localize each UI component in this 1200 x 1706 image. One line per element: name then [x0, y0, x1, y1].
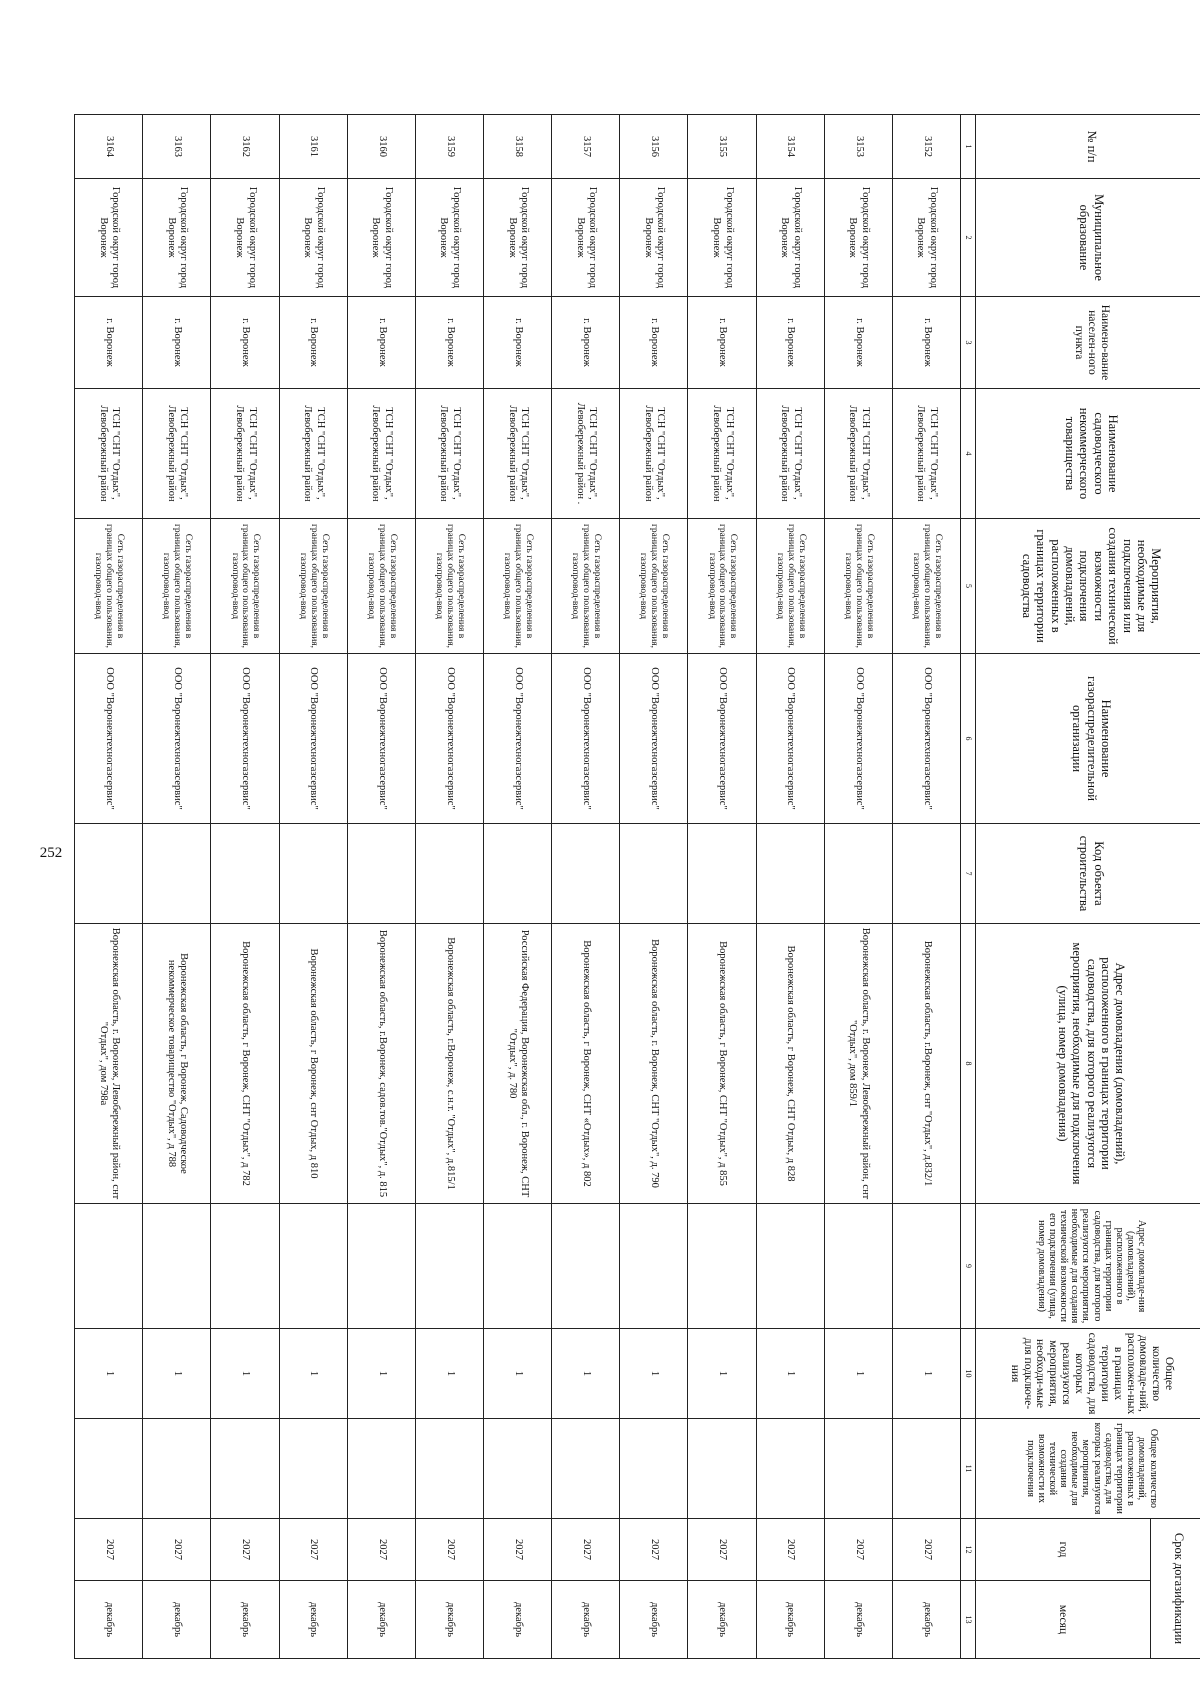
cell-object-code	[892, 824, 960, 924]
cell-address-tech	[552, 1204, 620, 1329]
cell-month: декабрь	[756, 1581, 824, 1659]
cell-snt-name: ТСН "СНТ "Отдых", Левобережный район	[279, 389, 347, 519]
cell-row-num: 3156	[620, 115, 688, 179]
cell-address-tech	[415, 1204, 483, 1329]
cell-municipality: Городской округ город Воронеж	[756, 179, 824, 297]
cell-municipality: Городской округ город Воронеж	[347, 179, 415, 297]
cell-row-num: 3161	[279, 115, 347, 179]
cell-municipality: Городской округ город Воронеж	[892, 179, 960, 297]
cell-settlement: г. Воронеж	[415, 297, 483, 389]
rotated-table-container	[74, 114, 1200, 1658]
cell-gas-org: ООО "Воронежтехногазсервис"	[75, 654, 143, 824]
cell-gas-org: ООО "Воронежтехногазсервис"	[143, 654, 211, 824]
cell-gas-org: ООО "Воронежтехногазсервис"	[824, 654, 892, 824]
table-row	[347, 115, 415, 1659]
header-count: Общее количество домовладе-ний, расположен-ных в границах территории садоводства, для которых реализуются мероприятия, необходи-мые для подключе-ния	[976, 1329, 1200, 1419]
cell-month: декабрь	[211, 1581, 279, 1659]
cell-count-tech	[211, 1419, 279, 1519]
cell-measures: Сеть газораспределения в границах общего пользования, газопровод-ввод	[75, 519, 143, 654]
cell-year: 2027	[75, 1519, 143, 1581]
cell-row-num: 3160	[347, 115, 415, 179]
cell-measures: Сеть газораспределения в границах общего пользования, газопровод-ввод	[620, 519, 688, 654]
cell-address: Воронежская область, г.Воронеж, снт "Отдых", д.832/1	[892, 924, 960, 1204]
cell-row-num: 3163	[143, 115, 211, 179]
cell-row-num: 3159	[415, 115, 483, 179]
header-gas-org: Наименование газораспределительной организации	[976, 654, 1200, 824]
cell-settlement: г. Воронеж	[892, 297, 960, 389]
cell-snt-name: ТСН "СНТ "Отдых", Левобережный район	[415, 389, 483, 519]
cell-count-tech	[892, 1419, 960, 1519]
cell-address: Воронежская область, г.Воронеж, садов.тов."Отдых", д. 815	[347, 924, 415, 1204]
cell-count: 1	[552, 1329, 620, 1419]
table-body	[75, 115, 961, 1659]
cell-settlement: г. Воронеж	[143, 297, 211, 389]
cell-measures: Сеть газораспределения в границах общего пользования, газопровод-ввод	[279, 519, 347, 654]
cell-object-code	[415, 824, 483, 924]
cell-address: Воронежская область, г Воронеж, СНТ «Отдых», д 802	[552, 924, 620, 1204]
header-term: Срок догазификации	[1151, 1519, 1200, 1659]
table-row	[75, 115, 143, 1659]
cell-count-tech	[75, 1419, 143, 1519]
cell-snt-name: ТСН "СНТ "Отдых", Левобережный район	[824, 389, 892, 519]
cell-municipality: Городской округ город Воронеж	[279, 179, 347, 297]
cell-settlement: г. Воронеж	[756, 297, 824, 389]
header-row	[1151, 115, 1200, 1659]
gasification-table	[74, 114, 1200, 1659]
cell-object-code	[143, 824, 211, 924]
cell-municipality: Городской округ город Воронеж	[143, 179, 211, 297]
cell-year: 2027	[688, 1519, 756, 1581]
cell-address: Воронежская область, г Воронеж, СНТ "Отдых", д 855	[688, 924, 756, 1204]
cell-measures: Сеть газораспределения в границах общего пользования, газопровод-ввод	[892, 519, 960, 654]
cell-row-num: 3153	[824, 115, 892, 179]
cell-count-tech	[688, 1419, 756, 1519]
column-number: 7	[961, 824, 976, 924]
cell-measures: Сеть газораспределения в границах общего пользования, газопровод-ввод	[347, 519, 415, 654]
header-municipality: Муниципальное образование	[976, 179, 1200, 297]
cell-municipality: Городской округ город Воронеж	[484, 179, 552, 297]
cell-address-tech	[688, 1204, 756, 1329]
header-month: месяц	[976, 1581, 1151, 1659]
cell-count-tech	[279, 1419, 347, 1519]
table-row	[552, 115, 620, 1659]
cell-snt-name: ТСН "СНТ "Отдых", Левобережный район	[75, 389, 143, 519]
cell-object-code	[75, 824, 143, 924]
column-number: 12	[961, 1519, 976, 1581]
column-number: 10	[961, 1329, 976, 1419]
cell-snt-name: ТСН "СНТ "Отдых", Левобережный район .	[552, 389, 620, 519]
column-number-row	[961, 115, 976, 1659]
cell-month: декабрь	[415, 1581, 483, 1659]
column-number: 4	[961, 389, 976, 519]
cell-row-num: 3164	[75, 115, 143, 179]
cell-count-tech	[143, 1419, 211, 1519]
cell-gas-org: ООО "Воронежтехногазсервис"	[756, 654, 824, 824]
cell-count-tech	[756, 1419, 824, 1519]
cell-settlement: г. Воронеж	[347, 297, 415, 389]
cell-address: Воронежская область, г Воронеж, СНТ "Отдых", д 782	[211, 924, 279, 1204]
cell-row-num: 3152	[892, 115, 960, 179]
cell-snt-name: ТСН "СНТ "Отдых", Левобережный район	[688, 389, 756, 519]
column-number: 2	[961, 179, 976, 297]
cell-measures: Сеть газораспределения в границах общего пользования, газопровод-ввод	[824, 519, 892, 654]
header-settlement: Наимено-вание населен-ного пункта	[976, 297, 1200, 389]
cell-object-code	[552, 824, 620, 924]
cell-year: 2027	[620, 1519, 688, 1581]
cell-gas-org: ООО "Воронежтехногазсервис"	[484, 654, 552, 824]
cell-row-num: 3154	[756, 115, 824, 179]
cell-municipality: Городской округ город Воронеж	[75, 179, 143, 297]
cell-gas-org: ООО "Воронежтехногазсервис"	[211, 654, 279, 824]
table-row	[756, 115, 824, 1659]
column-number: 1	[961, 115, 976, 179]
cell-municipality: Городской округ город Воронеж	[415, 179, 483, 297]
cell-municipality: Городской округ город Воронеж	[824, 179, 892, 297]
table-row	[824, 115, 892, 1659]
cell-address-tech	[143, 1204, 211, 1329]
cell-count: 1	[415, 1329, 483, 1419]
cell-count-tech	[347, 1419, 415, 1519]
cell-address-tech	[279, 1204, 347, 1329]
cell-gas-org: ООО "Воронежтехногазсервис"	[415, 654, 483, 824]
cell-month: декабрь	[75, 1581, 143, 1659]
column-number: 6	[961, 654, 976, 824]
cell-address: Российская Федерация, Воронежская обл., г. Воронеж, СНТ "Отдых", д. 780	[484, 924, 552, 1204]
page-number: 252	[39, 845, 63, 861]
cell-settlement: г. Воронеж	[279, 297, 347, 389]
cell-month: декабрь	[824, 1581, 892, 1659]
cell-snt-name: ТСН "СНТ "Отдых", Левобережный район	[211, 389, 279, 519]
cell-year: 2027	[892, 1519, 960, 1581]
cell-object-code	[347, 824, 415, 924]
cell-snt-name: ТСН "СНТ "Отдых", Левобережный район	[143, 389, 211, 519]
cell-settlement: г. Воронеж	[75, 297, 143, 389]
cell-count: 1	[756, 1329, 824, 1419]
cell-year: 2027	[347, 1519, 415, 1581]
cell-month: декабрь	[143, 1581, 211, 1659]
cell-row-num: 3155	[688, 115, 756, 179]
cell-address-tech	[75, 1204, 143, 1329]
cell-count: 1	[620, 1329, 688, 1419]
cell-year: 2027	[415, 1519, 483, 1581]
cell-object-code	[211, 824, 279, 924]
cell-snt-name: ТСН "СНТ "Отдых", Левобережный район	[756, 389, 824, 519]
cell-object-code	[279, 824, 347, 924]
cell-year: 2027	[756, 1519, 824, 1581]
cell-gas-org: ООО "Воронежтехногазсервис"	[552, 654, 620, 824]
cell-measures: Сеть газораспределения в границах общего пользования, газопровод-ввод	[756, 519, 824, 654]
cell-object-code	[620, 824, 688, 924]
column-number: 5	[961, 519, 976, 654]
cell-municipality: Городской округ город Воронеж	[688, 179, 756, 297]
cell-address: Воронежская область, г Воронеж, Садоводческое некоммерческое товарищество "Отдых", д 788	[143, 924, 211, 1204]
cell-row-num: 3162	[211, 115, 279, 179]
cell-year: 2027	[824, 1519, 892, 1581]
cell-snt-name: ТСН "СНТ "Отдых", Левобережный район	[347, 389, 415, 519]
cell-year: 2027	[143, 1519, 211, 1581]
cell-settlement: г. Воронеж	[824, 297, 892, 389]
cell-year: 2027	[484, 1519, 552, 1581]
cell-count: 1	[688, 1329, 756, 1419]
cell-address-tech	[347, 1204, 415, 1329]
cell-address: Воронежская область, г. Воронеж, СНТ "Отдых", д. 790	[620, 924, 688, 1204]
cell-row-num: 3157	[552, 115, 620, 179]
header-snt: Наименование садоводческого некоммерческого товарищества	[976, 389, 1200, 519]
cell-address: Воронежская область, г Воронеж, СНТ Отдых, д 828	[756, 924, 824, 1204]
cell-municipality: Городской округ город Воронеж	[620, 179, 688, 297]
table-row	[620, 115, 688, 1659]
cell-measures: Сеть газораспределения в границах общего пользования, газопровод-ввод	[688, 519, 756, 654]
header-measures: Мероприятия, необходимые для подключения или создания технической возможности подключения домовладений, расположенных в границах территории садоводства	[976, 519, 1200, 654]
table-row	[484, 115, 552, 1659]
cell-settlement: г. Воронеж	[211, 297, 279, 389]
cell-count: 1	[892, 1329, 960, 1419]
cell-count-tech	[552, 1419, 620, 1519]
cell-gas-org: ООО "Воронежтехногазсервис"	[279, 654, 347, 824]
table-row	[211, 115, 279, 1659]
cell-count: 1	[484, 1329, 552, 1419]
cell-count: 1	[75, 1329, 143, 1419]
column-number: 9	[961, 1204, 976, 1329]
cell-snt-name: ТСН "СНТ "Отдых", Левобережный район	[620, 389, 688, 519]
cell-gas-org: ООО "Воронежтехногазсервис"	[892, 654, 960, 824]
cell-count-tech	[484, 1419, 552, 1519]
cell-address-tech	[756, 1204, 824, 1329]
table-row	[415, 115, 483, 1659]
cell-object-code	[484, 824, 552, 924]
cell-address-tech	[484, 1204, 552, 1329]
cell-row-num: 3158	[484, 115, 552, 179]
cell-month: декабрь	[688, 1581, 756, 1659]
cell-month: декабрь	[347, 1581, 415, 1659]
cell-address: Воронежская область, г.Воронеж, с.н.т. "Отдых", д.815/1	[415, 924, 483, 1204]
cell-settlement: г. Воронеж	[620, 297, 688, 389]
table-row	[688, 115, 756, 1659]
cell-count: 1	[347, 1329, 415, 1419]
cell-object-code	[824, 824, 892, 924]
table-row	[892, 115, 960, 1659]
cell-year: 2027	[211, 1519, 279, 1581]
cell-count-tech	[620, 1419, 688, 1519]
cell-month: декабрь	[552, 1581, 620, 1659]
cell-municipality: Городской округ город Воронеж	[211, 179, 279, 297]
cell-measures: Сеть газораспределения в границах общего пользования, газопровод-ввод	[484, 519, 552, 654]
header-address-tech: Адрес домовладе-ния (домовладений), расположенного в границах территории садоводства, для которого реализуются мероприятия, необходимые для создания технической возможности его подключения (улица, номер домовладения)	[976, 1204, 1200, 1329]
cell-month: декабрь	[892, 1581, 960, 1659]
cell-object-code	[756, 824, 824, 924]
cell-address: Воронежская область, г Воронеж, снт Отдых, д 810	[279, 924, 347, 1204]
header-count-tech: Общее количество домовладений, расположенных в границах территории садоводства, для которых реализуются мероприятия, необходимые для создания технической возможности их подключения	[976, 1419, 1200, 1519]
cell-measures: Сеть газораспределения в границах общего пользования, газопровод-ввод	[143, 519, 211, 654]
cell-measures: Сеть газораспределения в границах общего пользования, газопровод-ввод	[211, 519, 279, 654]
cell-address: Воронежская область, г. Воронеж, Левобережный район, снт "Отдых", дом 859/1	[824, 924, 892, 1204]
cell-settlement: г. Воронеж	[484, 297, 552, 389]
cell-snt-name: ТСН "СНТ "Отдых", Левобережный район	[484, 389, 552, 519]
cell-object-code	[688, 824, 756, 924]
cell-count-tech	[824, 1419, 892, 1519]
cell-month: декабрь	[484, 1581, 552, 1659]
cell-gas-org: ООО "Воронежтехногазсервис"	[688, 654, 756, 824]
cell-gas-org: ООО "Воронежтехногазсервис"	[620, 654, 688, 824]
cell-snt-name: ТСН "СНТ "Отдых", Левобережный район	[892, 389, 960, 519]
column-number: 13	[961, 1581, 976, 1659]
column-number: 8	[961, 924, 976, 1204]
header-object-code: Код объекта строительства	[976, 824, 1200, 924]
cell-year: 2027	[279, 1519, 347, 1581]
header-year: год	[976, 1519, 1151, 1581]
cell-month: декабрь	[279, 1581, 347, 1659]
cell-year: 2027	[552, 1519, 620, 1581]
cell-count: 1	[279, 1329, 347, 1419]
cell-settlement: г. Воронеж	[552, 297, 620, 389]
cell-month: декабрь	[620, 1581, 688, 1659]
cell-measures: Сеть газораспределения в границах общего пользования, газопровод-ввод	[415, 519, 483, 654]
column-number: 11	[961, 1419, 976, 1519]
cell-measures: Сеть газораспределения в границах общего пользования, газопровод-ввод	[552, 519, 620, 654]
table-row	[143, 115, 211, 1659]
cell-address: Воронежская область, г. Воронеж, Левобережный район, снт "Отдых", дом 798а	[75, 924, 143, 1204]
header-num: № п/п	[976, 115, 1200, 179]
cell-address-tech	[824, 1204, 892, 1329]
column-number: 3	[961, 297, 976, 389]
header-address: Адрес домовладения (домовладений), расположенного в границах территории садоводства, для которого реализуются мероприятия, необходимые для подключения (улица, номер домовладения)	[976, 924, 1200, 1204]
cell-address-tech	[892, 1204, 960, 1329]
cell-municipality: Городской округ город Воронеж	[552, 179, 620, 297]
cell-settlement: г. Воронеж	[688, 297, 756, 389]
cell-count-tech	[415, 1419, 483, 1519]
table-row	[279, 115, 347, 1659]
cell-count: 1	[824, 1329, 892, 1419]
cell-gas-org: ООО "Воронежтехногазсервис"	[347, 654, 415, 824]
cell-count: 1	[143, 1329, 211, 1419]
cell-address-tech	[211, 1204, 279, 1329]
cell-count: 1	[211, 1329, 279, 1419]
cell-address-tech	[620, 1204, 688, 1329]
